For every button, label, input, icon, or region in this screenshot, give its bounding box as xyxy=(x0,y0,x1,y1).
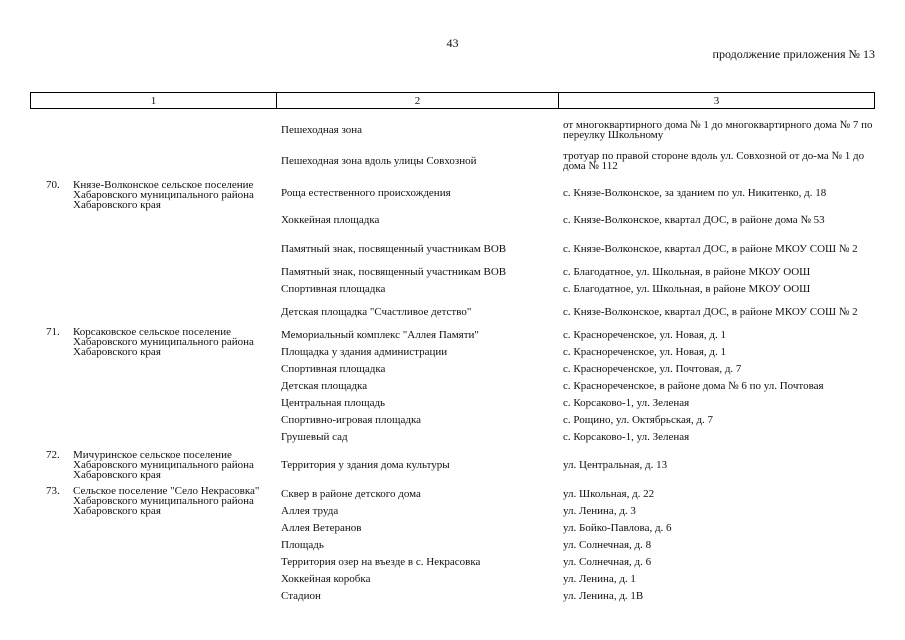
object-address: ул. Ленина, д. 3 xyxy=(563,505,636,517)
object-address: с. Рощино, ул. Октябрьская, д. 7 xyxy=(563,414,714,426)
table-row xyxy=(30,300,875,324)
settlement-name: Корсаковское сельское поселение Хабаровского муниципального района Хабаровского края xyxy=(73,326,254,358)
page-number: 43 xyxy=(446,36,459,50)
table-row xyxy=(30,179,875,211)
settlement-name: Мичуринское сельское поселение Хабаровского муниципального района Хабаровского края xyxy=(73,449,254,481)
object-name: Пешеходная зона xyxy=(281,124,363,136)
object-address: с. Князе-Волконское, квартал ДОС, в районе МКОУ СОШ № 2 xyxy=(563,306,858,318)
object-address: с. Князе-Волконское, за зданием по ул. Никитенко, д. 18 xyxy=(563,187,827,199)
table-row xyxy=(30,117,875,143)
object-address: от многоквартирного дома № 1 до многоквартирного дома № 7 по переулку Школьному xyxy=(563,119,873,141)
object-address: ул. Ленина, д. 1В xyxy=(563,590,644,602)
table-row xyxy=(30,412,875,428)
object-name: Площадка у здания администрации xyxy=(281,346,448,358)
object-name: Роща естественного происхождения xyxy=(281,187,451,199)
object-address: с. Корсаково-1, ул. Зеленая xyxy=(563,431,690,443)
row-number: 72. xyxy=(46,449,60,461)
object-name: Детская площадка "Счастливое детство" xyxy=(281,306,472,318)
object-address: ул. Бойко-Павлова, д. 6 xyxy=(563,522,672,534)
object-address: ул. Центральная, д. 13 xyxy=(563,459,668,471)
object-name: Аллея труда xyxy=(281,505,339,517)
object-address: с. Князе-Волконское, квартал ДОС, в районе МКОУ СОШ № 2 xyxy=(563,243,858,255)
object-address: с. Краснореченское, ул. Новая, д. 1 xyxy=(563,346,727,358)
object-address: с. Благодатное, ул. Школьная, в районе МКОУ ООШ xyxy=(563,283,811,295)
table-row xyxy=(30,281,875,297)
object-address: ул. Школьная, д. 22 xyxy=(563,488,655,500)
object-name: Сквер в районе детского дома xyxy=(281,488,421,500)
table-row xyxy=(30,378,875,394)
table-row xyxy=(30,554,875,570)
object-name: Территория озер на въезде в с. Некрасовка xyxy=(281,556,481,568)
row-number: 70. xyxy=(46,179,60,191)
settlement-name: Князе-Волконское сельское поселение Хабаровского муниципального района Хабаровского края xyxy=(73,179,254,211)
object-name: Грушевый сад xyxy=(281,431,348,443)
object-name: Спортивная площадка xyxy=(281,283,386,295)
row-number: 71. xyxy=(46,326,60,338)
row-number: 73. xyxy=(46,485,60,497)
object-name: Памятный знак, посвященный участникам ВОВ xyxy=(281,266,507,278)
table-header xyxy=(30,92,875,109)
table-row xyxy=(30,537,875,553)
table-row xyxy=(30,361,875,377)
object-name: Хоккейная коробка xyxy=(281,573,371,585)
object-address: тротуар по правой стороне вдоль ул. Совхозной от до-ма № 1 до дома № 112 xyxy=(563,150,865,172)
object-address: с. Благодатное, ул. Школьная, в районе МКОУ ООШ xyxy=(563,266,811,278)
settlement-name: Сельское поселение "Село Некрасовка" Хабаровского муниципального района Хабаровского края xyxy=(73,485,260,517)
table-row xyxy=(30,395,875,411)
object-address: ул. Солнечная, д. 8 xyxy=(563,539,652,551)
table-row xyxy=(30,450,875,480)
object-address: с. Краснореченское, ул. Почтовая, д. 7 xyxy=(563,363,742,375)
object-name: Хоккейная площадка xyxy=(281,214,380,226)
object-name: Мемориальный комплекс "Аллея Памяти" xyxy=(281,329,479,341)
appendix-note: продолжение приложения № 13 xyxy=(712,47,875,61)
object-address: с. Князе-Волконское, квартал ДОС, в районе дома № 53 xyxy=(563,214,825,226)
table-row xyxy=(30,520,875,536)
table-row xyxy=(30,344,875,360)
object-address: с. Краснореченское, в районе дома № 6 по ул. Почтовая xyxy=(563,380,824,392)
object-name: Памятный знак, посвященный участникам ВОВ xyxy=(281,243,507,255)
object-name: Стадион xyxy=(281,590,321,602)
object-name: Площадь xyxy=(281,539,324,551)
table-row xyxy=(30,264,875,280)
object-name: Спортивная площадка xyxy=(281,363,386,375)
object-name: Аллея Ветеранов xyxy=(281,522,362,534)
table-row xyxy=(30,588,875,604)
object-name: Центральная площадь xyxy=(281,397,386,409)
header-col-1: 1 xyxy=(31,93,277,108)
table-row xyxy=(30,209,875,231)
header-col-3: 3 xyxy=(713,94,720,107)
object-name: Территория у здания дома культуры xyxy=(281,459,450,471)
object-name: Пешеходная зона вдоль улицы Совхозной xyxy=(281,155,477,167)
object-address: с. Корсаково-1, ул. Зеленая xyxy=(563,397,690,409)
header-col-2: 2 xyxy=(277,93,559,108)
table-row xyxy=(30,150,875,172)
object-address: ул. Солнечная, д. 6 xyxy=(563,556,652,568)
table-row xyxy=(30,571,875,587)
table-row xyxy=(30,503,875,519)
object-address: с. Краснореченское, ул. Новая, д. 1 xyxy=(563,329,727,341)
table-row xyxy=(30,429,875,445)
table-row xyxy=(30,237,875,261)
object-name: Детская площадка xyxy=(281,380,368,392)
object-name: Спортивно-игровая площадка xyxy=(281,414,422,426)
object-address: ул. Ленина, д. 1 xyxy=(563,573,636,585)
